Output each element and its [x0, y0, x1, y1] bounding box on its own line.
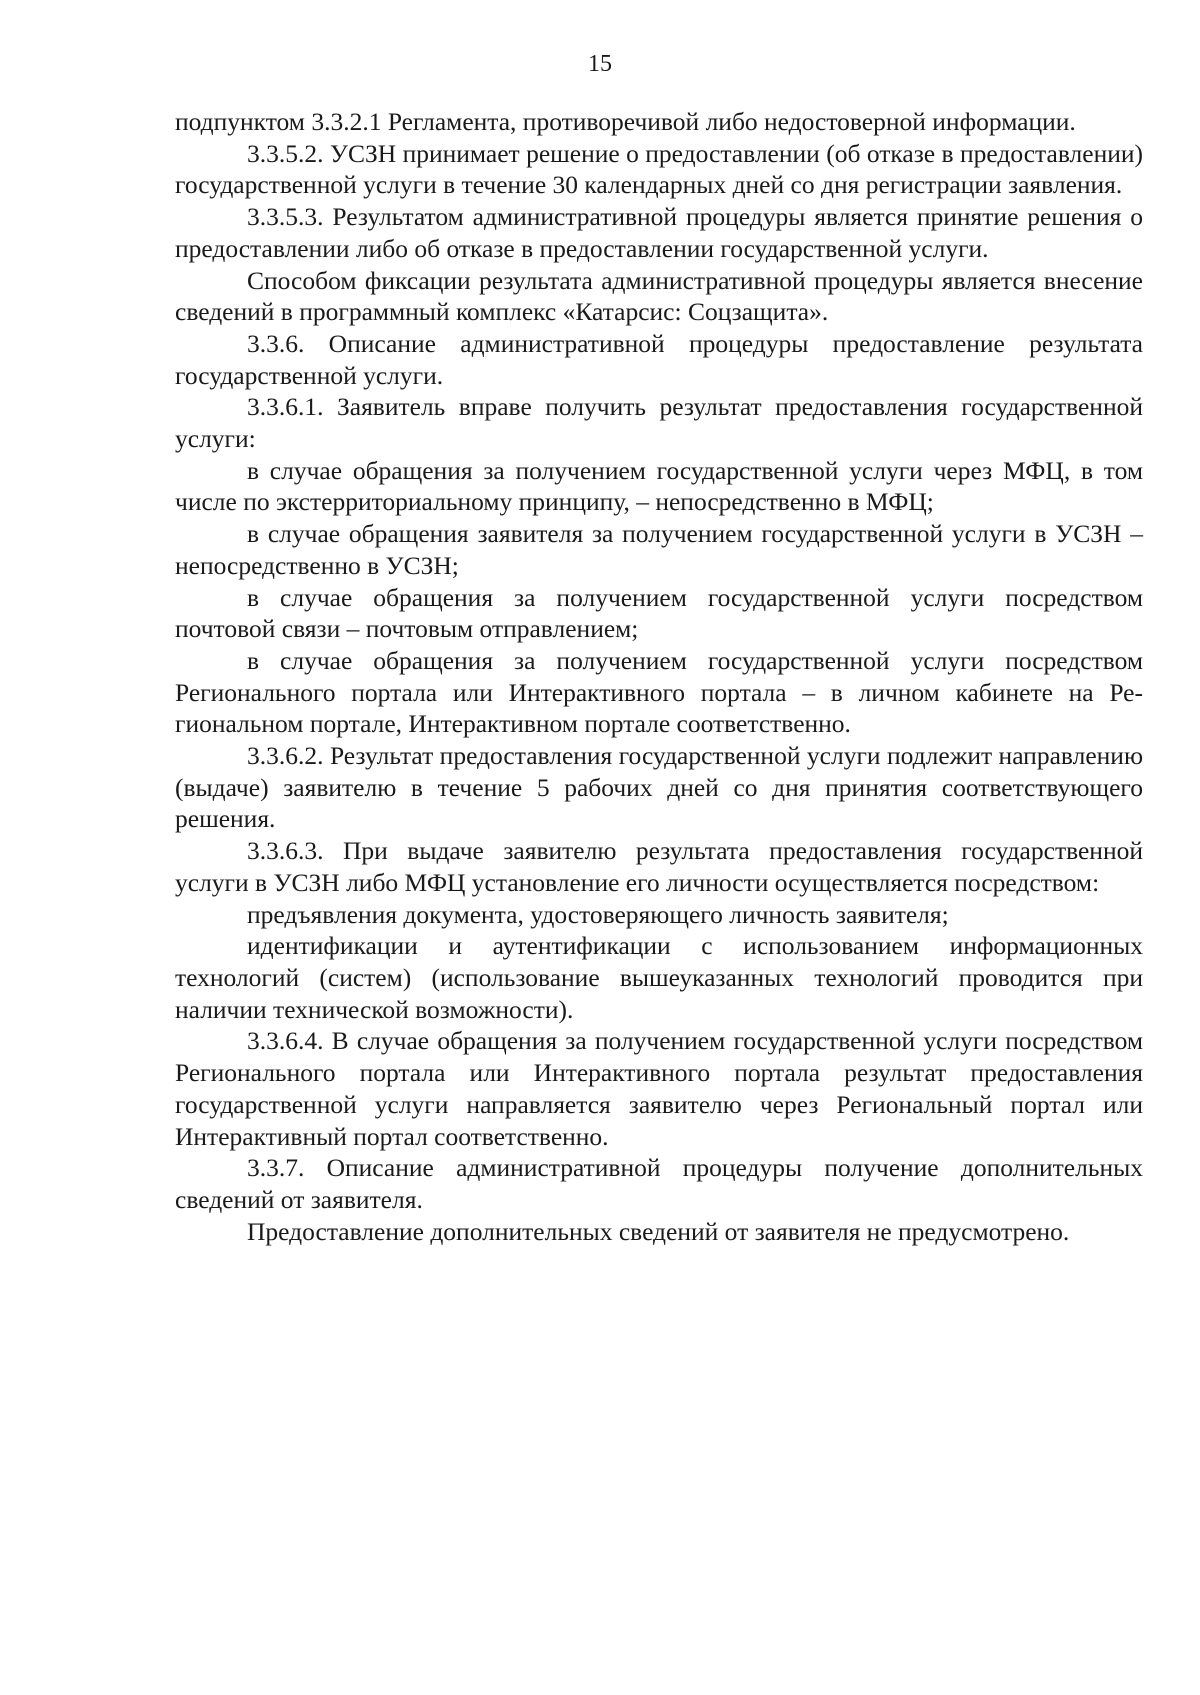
paragraph-document-presentation: предъявления документа, удостоверяющего личность заявителя;: [247, 899, 949, 929]
paragraph-mfc-case: в случае обращения за получением государственной услуги через МФЦ, в том числе по экстерриториальному принципу, – непосредственно в МФЦ;: [175, 455, 1143, 517]
paragraph-continuation: подпунктом 3.3.2.1 Регламента, противоречивой либо недостоверной информации.: [175, 107, 1076, 136]
paragraph-3-3-6-2: 3.3.6.2. Результат предоставления государственной услуги подлежит направлению (выдаче) заявителю в течение 5 рабочих дней со дня принятия соответствующего решения.: [175, 741, 1143, 834]
paragraph-identification: идентификации и аутентификации с использованием информационных технологий (систем) (использование вышеуказанных технологий проводится при наличии технической возможности).: [175, 931, 1143, 1024]
paragraph-uszn-case: в случае обращения заявителя за получением государственной услуги в УСЗН – непосредственно в УСЗН;: [175, 519, 1143, 580]
paragraph-3-3-5-3: 3.3.5.3. Результатом административной процедуры является принятие решения о предоставлении либо об отказе в предоставлении государственной услуги.: [175, 202, 1143, 263]
paragraph-3-3-6: 3.3.6. Описание административной процедуры предоставление результата государственной услуги.: [175, 328, 1143, 390]
paragraph-additional-info: Предоставление дополнительных сведений от заявителя не предусмотрено.: [247, 1216, 1070, 1246]
paragraph-3-3-6-4: 3.3.6.4. В случае обращения за получением государственной услуги посредством Регионального портала или Интерактивного портала результат предоставления государственной услуги направляется заявителю через Региональный портал или Интерактивный портал соответственно.: [175, 1026, 1143, 1151]
paragraph-3-3-6-1: 3.3.6.1. Заявитель вправе получить результат предоставления государственной услуги:: [175, 392, 1143, 454]
paragraph-fixation-method: Способом фиксации результата административной процедуры является внесение сведений в программный комплекс «Катарсис: Соцзащита».: [175, 265, 1143, 327]
page-number: 15: [588, 51, 612, 77]
paragraph-3-3-5-2: 3.3.5.2. УСЗН принимает решение о предоставлении (об отказе в предоставлении) государственной услуги в течение 30 календарных дней со дня регистрации заявления.: [175, 138, 1143, 200]
paragraph-postal-case: в случае обращения за получением государственной услуги посредством почтовой связи – почтовым отправлением;: [175, 582, 1143, 644]
paragraph-portal-case: в случае обращения за получением государственной услуги посредством Регионального портала или Интерактивного портала – в личном кабинете на Региональном портале, Интерактивном портале соответственно.: [175, 645, 1143, 739]
paragraph-3-3-7: 3.3.7. Описание административной процедуры получение дополнительных сведений от заявителя.: [175, 1153, 1143, 1214]
document-body: [175, 106, 1143, 1247]
paragraph-3-3-6-3: 3.3.6.3. При выдаче заявителю результата предоставления государственной услуги в УСЗН либо МФЦ установление его личности осуществляется посредством:: [175, 836, 1143, 897]
